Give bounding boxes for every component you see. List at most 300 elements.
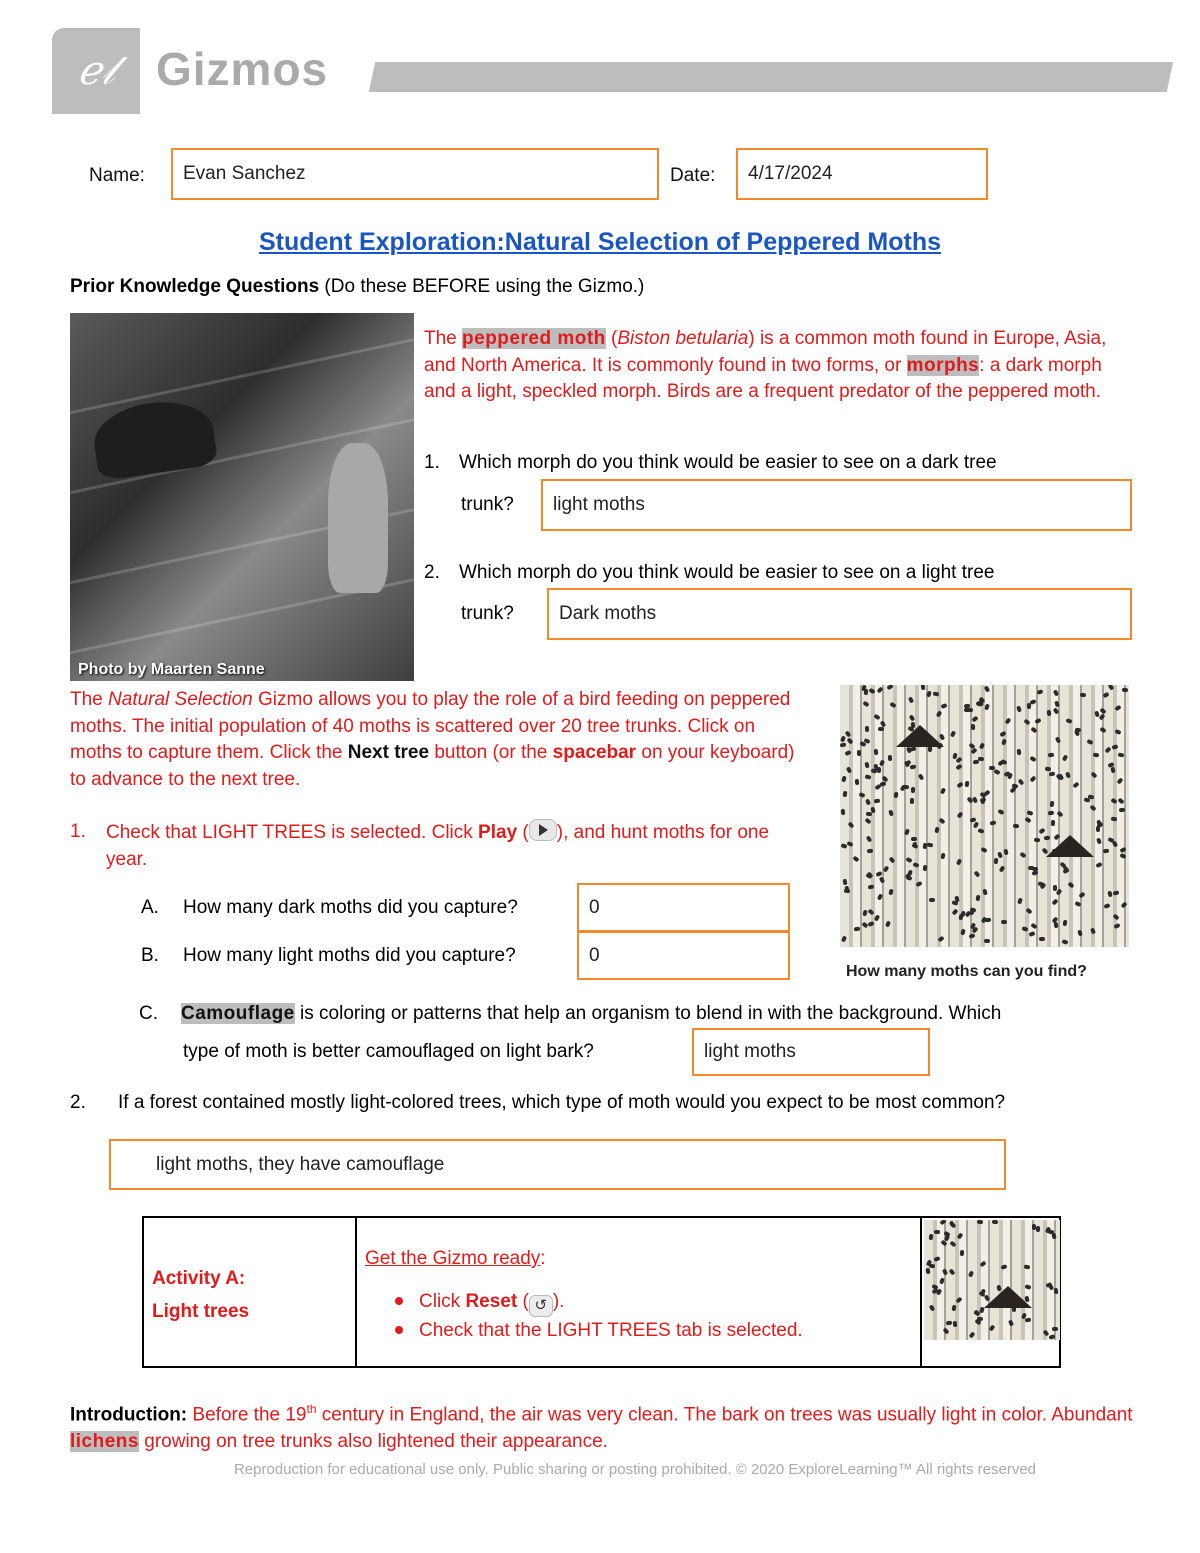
lichen-speck — [960, 1250, 965, 1256]
lichen-speck — [997, 760, 1004, 767]
lichen-speck — [883, 865, 890, 872]
lichen-speck — [1048, 1230, 1054, 1235]
lichen-speck — [1048, 811, 1055, 816]
lichen-speck — [905, 875, 912, 881]
lichen-speck — [1065, 771, 1071, 778]
lichen-speck — [1034, 838, 1040, 843]
lichen-speck — [867, 909, 874, 916]
lichen-speck — [1016, 706, 1022, 713]
lichen-speck — [889, 702, 896, 708]
lichen-speck — [952, 908, 959, 915]
date-field[interactable]: 4/17/2024 — [736, 148, 988, 200]
q1-answer-field[interactable]: light moths — [541, 479, 1132, 531]
lichen-speck — [968, 1270, 974, 1277]
gizmo-p1: The — [70, 689, 109, 710]
c-question — [181, 1001, 1121, 1028]
lichen-speck — [1003, 849, 1008, 856]
lichen-speck — [1086, 739, 1093, 745]
name-field[interactable]: Evan Sanchez — [171, 148, 659, 200]
gizmo-p3: Gizmo allows you to play the role of a bird feeding on peppered moths. The initial population of 40 moths is scattered over 20 tree trunks. Click on moths to capture them. Click the — [70, 689, 791, 763]
lichen-speck — [939, 1278, 945, 1285]
lichen-speck — [845, 730, 852, 737]
activity-title-1: Activity A: — [152, 1268, 246, 1289]
lichen-speck — [1049, 1334, 1056, 1340]
lichen-speck — [984, 704, 990, 711]
lichen-speck — [940, 703, 947, 709]
lichen-speck — [1053, 689, 1059, 696]
lichen-speck — [886, 685, 893, 690]
lichen-speck — [909, 714, 916, 721]
light-moth-shape — [328, 443, 388, 593]
lichen-speck — [1065, 718, 1072, 724]
lichen-speck — [1032, 1224, 1036, 1230]
q1-cont: trunk? — [461, 494, 514, 515]
lichen-speck — [1077, 930, 1083, 937]
term-morphs: morphs — [906, 354, 980, 376]
lichen-speck — [857, 750, 861, 756]
lichen-speck — [841, 776, 846, 783]
lichen-speck — [904, 829, 910, 836]
q2-cont: trunk? — [461, 603, 514, 624]
lichen-speck — [1051, 898, 1058, 905]
lichen-speck — [934, 1230, 940, 1234]
gizmo-description — [70, 687, 810, 793]
step1-text — [106, 819, 806, 873]
lichen-speck — [867, 849, 873, 854]
lichen-speck — [921, 685, 926, 690]
lichen-speck — [926, 691, 932, 698]
lichen-speck — [905, 857, 912, 863]
lichen-speck — [1038, 828, 1045, 835]
q2-text: Which morph do you think would be easier to see on a light tree — [459, 562, 995, 583]
intro-the: The — [424, 328, 463, 349]
setup-bullet-tab — [395, 1317, 920, 1344]
page-title: Student Exploration:Natural Selection of Peppered Moths — [258, 228, 941, 256]
lichen-speck — [868, 884, 875, 889]
lichen-speck — [1090, 771, 1097, 778]
lichen-speck — [997, 851, 1003, 858]
lichen-speck — [865, 774, 872, 779]
moth-photo — [70, 313, 414, 681]
lichen-speck — [866, 835, 873, 842]
lichen-speck — [888, 889, 893, 896]
lichen-speck — [843, 791, 848, 797]
introduction-paragraph — [70, 1396, 1140, 1455]
step1-t2: ( — [517, 822, 529, 843]
lichen-speck — [908, 696, 914, 703]
lichen-speck — [934, 827, 939, 834]
lichen-speck — [938, 818, 945, 825]
b2: Check that the LIGHT TREES tab is selected. — [419, 1320, 803, 1341]
dark-moth-shape — [90, 395, 219, 481]
lichen-speck — [984, 685, 990, 692]
lichen-speck — [942, 1268, 948, 1275]
lichen-speck — [993, 769, 1000, 775]
lichen-speck — [929, 1234, 934, 1240]
a-answer-field[interactable]: 0 — [577, 883, 790, 932]
lichen-speck — [889, 856, 896, 863]
lichen-speck — [858, 792, 865, 798]
lichen-speck — [929, 898, 935, 902]
b1d: ). — [552, 1291, 565, 1312]
lichen-speck — [929, 1304, 936, 1311]
spacebar-term: spacebar — [552, 742, 637, 763]
activity-image-cell — [921, 1217, 1060, 1367]
lichen-speck — [1119, 847, 1126, 854]
step1-number: 1. — [70, 821, 86, 842]
lichen-speck — [1048, 753, 1054, 758]
gizmo-ready-heading: Get the Gizmo ready — [365, 1248, 541, 1269]
lichen-speck — [980, 847, 987, 853]
lichen-speck — [912, 842, 917, 849]
b-question: How many light moths did you capture? — [183, 945, 516, 966]
lichen-speck — [965, 781, 970, 787]
intro-t1: Before the 19 — [187, 1404, 307, 1426]
activity-setup-cell — [356, 1217, 921, 1367]
lichen-speck — [1114, 705, 1121, 712]
moth-tree-image — [840, 685, 1129, 947]
lichen-speck — [1039, 937, 1045, 941]
lichen-speck — [1067, 882, 1074, 889]
lichen-speck — [1053, 885, 1057, 891]
lichen-speck — [1117, 798, 1124, 805]
intro-t2: century in England, the air was very clean. The bark on trees was usually light in color. Abundant — [316, 1404, 1133, 1426]
lichen-speck — [1063, 920, 1068, 926]
lichen-speck — [854, 927, 860, 932]
lichen-speck — [868, 688, 875, 694]
lichen-speck — [1028, 931, 1035, 937]
lichen-speck — [982, 889, 987, 896]
lichen-speck — [1122, 688, 1128, 692]
lichen-speck — [973, 760, 980, 765]
lichen-speck — [841, 935, 847, 942]
moth-intro — [424, 326, 1124, 406]
lichen-speck — [877, 893, 883, 900]
play-term: Play — [478, 822, 518, 843]
lichen-speck — [1023, 719, 1030, 726]
q2-number: 2. — [424, 562, 440, 583]
lichen-speck — [862, 701, 869, 708]
lichen-speck — [1009, 786, 1016, 793]
lichen-speck — [864, 818, 871, 825]
lichen-speck — [1047, 710, 1052, 717]
bullet-icon — [395, 1326, 403, 1334]
lichen-speck — [958, 914, 963, 921]
lichen-speck — [1036, 689, 1043, 695]
logo-glyph: ℯ𝓁 — [77, 48, 115, 94]
play-icon — [529, 819, 557, 841]
lichen-speck — [973, 821, 980, 828]
lichen-speck — [1054, 922, 1059, 929]
scientific-name: Biston betularia — [617, 328, 749, 349]
footer-notice: Reproduction for educational use only. Public sharing or posting prohibited. © 2020 ExploreLearning™ All rights reserved — [233, 1461, 1037, 1478]
lichen-speck — [1017, 749, 1022, 756]
lichen-speck — [1027, 703, 1031, 709]
q1-number: 1. — [424, 452, 440, 473]
lichen-speck — [1099, 727, 1106, 734]
c-label: C. — [139, 1003, 158, 1024]
lichen-speck — [1008, 1319, 1014, 1326]
lichen-speck — [967, 708, 973, 713]
lichen-speck — [870, 807, 875, 814]
gizmo-ready-colon: : — [540, 1248, 546, 1269]
lichen-speck — [910, 798, 914, 804]
lichen-speck — [1045, 767, 1051, 772]
lichen-speck — [910, 747, 917, 752]
intro-rest2: : a dark morph and a light, speckled morph. Birds are a frequent predator of the peppered moth. — [424, 354, 1102, 402]
moth-icon-2 — [1046, 835, 1094, 857]
lichen-speck — [940, 853, 945, 860]
photo-caption: Photo by Maarten Sanne — [78, 661, 265, 678]
step2-answer-field[interactable]: light moths, they have camouflage — [109, 1139, 1006, 1190]
lichen-speck — [912, 862, 919, 868]
step2-question: If a forest contained mostly light-colored trees, which type of moth would you expect to be most common? — [118, 1092, 1006, 1113]
lichen-speck — [1074, 901, 1081, 907]
lichen-speck — [956, 858, 962, 865]
lichen-speck — [847, 737, 854, 744]
gizmo-p7: on your keyboard) to advance to the next tree. — [70, 742, 795, 790]
lichen-speck — [1089, 805, 1096, 812]
intro-paren: ( — [605, 328, 618, 349]
lichen-speck — [894, 792, 899, 799]
lichen-speck — [1099, 713, 1106, 720]
lichen-speck — [1119, 808, 1125, 812]
lichen-speck — [888, 810, 894, 817]
step1-t1: Check that LIGHT TREES is selected. Click — [106, 822, 479, 843]
lichen-speck — [918, 773, 925, 780]
gizmo-p2: Natural Selection — [108, 689, 253, 710]
lichen-speck — [862, 910, 867, 917]
lichen-speck — [840, 735, 846, 742]
q1-text: Which morph do you think would be easier to see on a dark tree — [459, 452, 997, 473]
lichen-speck — [1084, 797, 1091, 802]
lichen-speck — [953, 1321, 958, 1327]
a-question: How many dark moths did you capture? — [183, 897, 518, 918]
moth-icon-1 — [896, 725, 944, 747]
header-bar — [369, 62, 1173, 92]
lichen-speck — [864, 689, 869, 695]
lichen-speck — [1013, 824, 1020, 829]
lichen-speck — [1093, 753, 1099, 757]
lichen-speck — [1032, 870, 1039, 875]
lichen-speck — [1055, 736, 1061, 743]
lichen-speck — [956, 782, 963, 789]
prior-heading-label: Prior Knowledge Questions — [70, 276, 320, 297]
term-peppered-moth: peppered moth — [462, 328, 606, 349]
c-answer-field[interactable]: light moths — [692, 1028, 930, 1076]
lichen-speck — [1119, 853, 1126, 859]
lichen-speck — [1025, 1318, 1032, 1323]
lichen-speck — [975, 895, 980, 902]
lichen-speck — [994, 858, 999, 864]
lichen-speck — [1024, 1264, 1031, 1269]
lichen-speck — [1095, 862, 1102, 868]
prior-heading-note: (Do these BEFORE using the Gizmo.) — [319, 276, 645, 297]
lichen-speck — [1036, 1226, 1040, 1232]
lichen-speck — [871, 768, 878, 774]
lichen-speck — [939, 1220, 946, 1225]
b1a: Click — [419, 1291, 466, 1312]
lichen-speck — [1005, 717, 1012, 724]
lichen-speck — [840, 743, 846, 748]
activity-title-cell — [143, 1217, 356, 1367]
lichen-speck — [873, 714, 880, 721]
lichen-speck — [844, 886, 849, 893]
step1-t3: ), and hunt moths for one year. — [106, 822, 770, 870]
lichen-speck — [949, 1268, 956, 1275]
lichen-speck — [969, 909, 974, 916]
lichen-speck — [950, 1221, 957, 1228]
lichen-speck — [957, 1232, 964, 1239]
lichen-speck — [1112, 744, 1119, 750]
lichen-speck — [1000, 1264, 1007, 1270]
lichen-speck — [1103, 903, 1110, 909]
lichen-speck — [911, 787, 915, 793]
lichen-speck — [1104, 746, 1111, 753]
c-text1: is coloring or patterns that help an organism to blend in with the background. Which — [294, 1003, 1002, 1024]
name-label: Name: — [89, 165, 145, 186]
lichen-speck — [1080, 693, 1086, 698]
activity-table — [142, 1216, 1061, 1368]
lichen-speck — [844, 750, 851, 756]
lichen-speck — [846, 766, 852, 773]
lichen-speck — [1108, 685, 1115, 691]
lichen-speck — [1050, 801, 1055, 808]
lichen-speck — [848, 821, 855, 828]
reset-term: Reset — [465, 1291, 518, 1312]
reset-icon: ↺ — [529, 1295, 553, 1317]
lichen-speck — [1019, 852, 1026, 859]
lichen-speck — [1111, 817, 1117, 822]
lichen-speck — [1025, 908, 1032, 915]
lichen-speck — [979, 742, 985, 749]
lichen-speck — [1114, 729, 1121, 735]
activity-tree-image — [924, 1220, 1060, 1340]
b-answer-field[interactable]: 0 — [577, 931, 790, 980]
lichen-speck — [1007, 772, 1013, 779]
lichen-speck — [885, 920, 891, 927]
lichen-speck — [999, 865, 1006, 872]
next-tree-term: Next tree — [347, 742, 430, 763]
lichen-speck — [867, 921, 874, 927]
lichen-speck — [1054, 701, 1060, 708]
lichen-speck — [1102, 692, 1109, 699]
lichen-speck — [968, 933, 975, 939]
lichen-speck — [1049, 771, 1056, 776]
term-camouflage: Camouflage — [181, 1003, 295, 1024]
lichen-speck — [946, 1321, 952, 1325]
lichen-speck — [977, 828, 984, 834]
lichen-speck — [927, 842, 934, 847]
bullet-icon — [395, 1297, 403, 1305]
lichen-speck — [1029, 775, 1036, 782]
lichen-speck — [951, 1305, 956, 1312]
lichen-speck — [979, 1261, 986, 1268]
setup-bullet-reset — [395, 1288, 920, 1317]
lichen-speck — [888, 755, 892, 761]
a-label: A. — [141, 897, 159, 918]
lichen-speck — [1051, 820, 1055, 826]
lichen-speck — [874, 749, 879, 755]
lichen-speck — [1034, 718, 1041, 724]
lichen-speck — [1001, 739, 1006, 746]
lichen-speck — [1053, 707, 1060, 714]
lichen-speck — [1029, 756, 1036, 762]
lichen-speck — [999, 731, 1006, 737]
b1c: ( — [517, 1291, 529, 1312]
lichen-speck — [950, 730, 956, 737]
lichen-speck — [1052, 1327, 1058, 1331]
lichen-speck — [957, 811, 964, 818]
lichen-speck — [933, 1256, 940, 1262]
lichen-speck — [926, 1268, 931, 1274]
b-label: B. — [141, 945, 159, 966]
lichen-speck — [940, 787, 946, 794]
lichen-speck — [1030, 923, 1037, 930]
lichen-speck — [989, 1324, 996, 1331]
lichen-speck — [1018, 778, 1025, 785]
lichen-speck — [1056, 810, 1063, 817]
lichen-speck — [1118, 753, 1125, 758]
lichen-speck — [878, 727, 884, 731]
term-lichens: lichens — [70, 1430, 139, 1452]
lichen-speck — [1112, 840, 1118, 847]
lichen-speck — [1032, 867, 1038, 871]
lichen-speck — [910, 764, 917, 769]
lichen-speck — [877, 767, 881, 773]
prior-heading — [70, 274, 644, 301]
lichen-speck — [955, 1296, 962, 1303]
lichen-speck — [900, 784, 907, 791]
step2-number: 2. — [70, 1092, 86, 1113]
intro-t3: growing on tree trunks also lightened their appearance. — [138, 1430, 608, 1452]
lichen-speck — [937, 936, 944, 943]
lichen-speck — [1103, 849, 1109, 854]
lichen-speck — [1072, 782, 1079, 789]
lichen-speck — [997, 809, 1004, 816]
intro-rest1: ) is a common moth found in Europe, Asia, and North America. It is commonly found in two forms, or — [424, 328, 1107, 376]
lichen-speck — [977, 1220, 983, 1224]
lichen-speck — [1027, 810, 1034, 815]
introduction-label: Introduction: — [70, 1404, 188, 1426]
lichen-speck — [1061, 939, 1068, 945]
lichen-speck — [955, 764, 962, 771]
lichen-speck — [971, 724, 975, 730]
lichen-speck — [952, 900, 959, 905]
lichen-speck — [936, 710, 943, 717]
lichen-speck — [843, 879, 848, 886]
lichen-speck — [1120, 901, 1127, 908]
lichen-speck — [992, 1220, 998, 1224]
lichen-speck — [865, 726, 869, 732]
date-label: Date: — [670, 165, 716, 186]
lichen-speck — [1113, 923, 1120, 929]
lichen-speck — [1075, 728, 1081, 733]
lichen-speck — [879, 759, 885, 766]
lichen-speck — [979, 797, 986, 803]
lichen-speck — [1017, 898, 1023, 905]
lichen-speck — [1110, 767, 1115, 774]
lichen-speck — [855, 779, 860, 785]
lichen-speck — [1022, 926, 1029, 931]
lichen-speck — [1090, 927, 1096, 934]
lichen-speck — [1112, 914, 1119, 921]
lichen-speck — [1078, 892, 1085, 899]
c-question-cont: type of moth is better camouflaged on light bark? — [183, 1041, 594, 1062]
lichen-speck — [1110, 798, 1117, 805]
lichen-speck — [879, 876, 885, 883]
q2-answer-field[interactable]: Dark moths — [547, 588, 1132, 640]
